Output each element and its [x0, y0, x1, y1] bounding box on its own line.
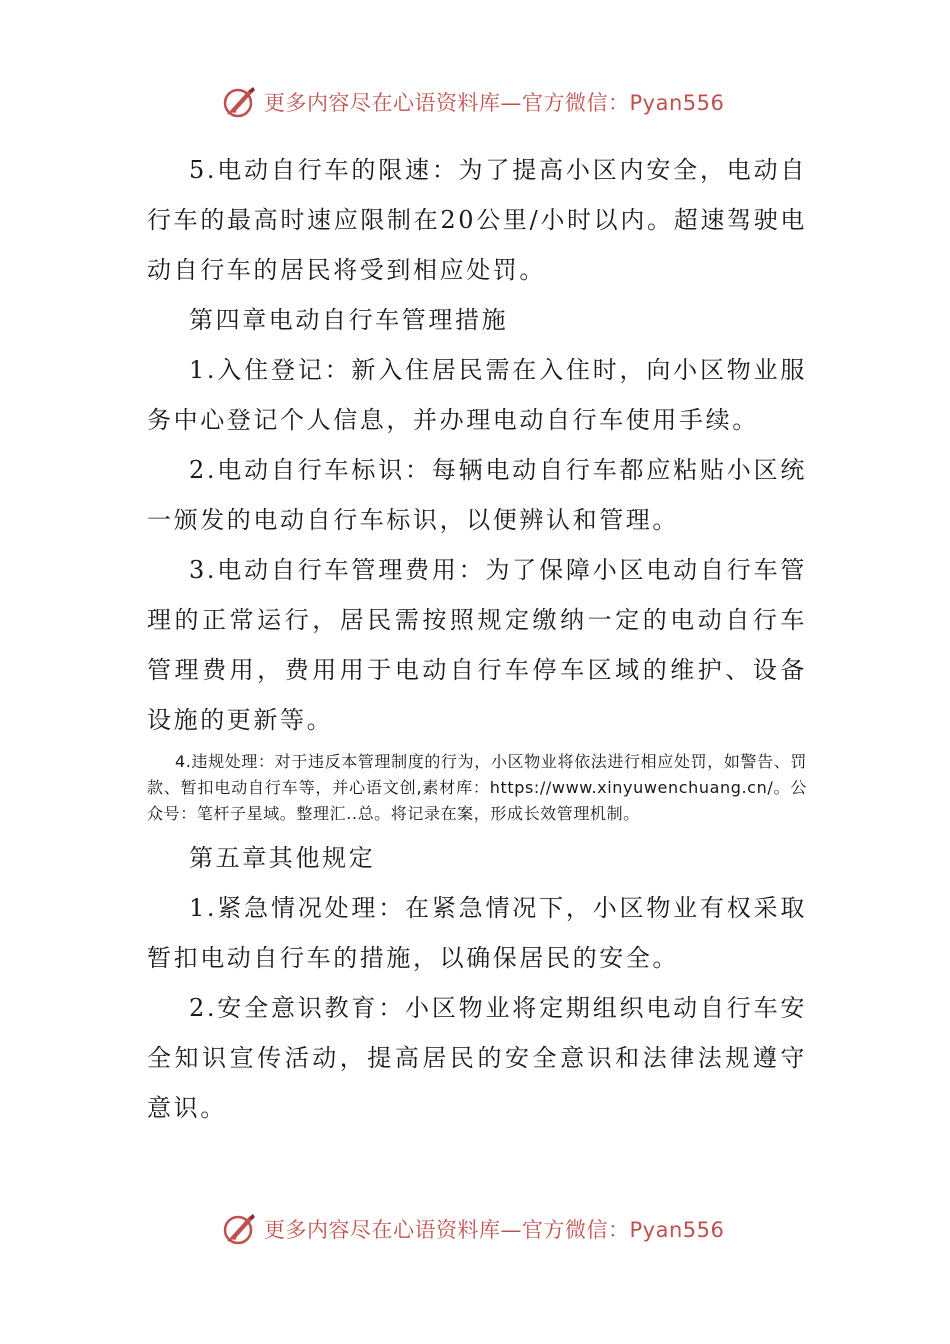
footer-banner-text: 更多内容尽在心语资料库—官方微信：Pyan556: [264, 1218, 725, 1242]
paragraph-emergency: 1.紧急情况处理：在紧急情况下，小区物业有权采取暂扣电动自行车的措施，以确保居民的安全。: [147, 894, 807, 972]
header-banner: [222, 82, 742, 122]
footer-banner: [222, 1209, 742, 1249]
paragraph-registration: 1.入住登记：新入住居民需在入住时，向小区物业服务中心登记个人信息，并办理电动自行车使用手续。: [147, 356, 807, 434]
header-banner-text: 更多内容尽在心语资料库—官方微信：Pyan556: [264, 91, 725, 115]
paragraph-management-fee: 3.电动自行车管理费用：为了保障小区电动自行车管理的正常运行，居民需按照规定缴纳一定的电动自行车管理费用，费用用于电动自行车停车区域的维护、设备设施的更新等。: [147, 556, 807, 734]
paragraph-identification: 2.电动自行车标识：每辆电动自行车都应粘贴小区统一颁发的电动自行车标识，以便辨认和管理。: [147, 456, 807, 534]
chapter-4-heading: 第四章电动自行车管理措施: [189, 306, 509, 334]
chapter-5-heading: 第五章其他规定: [189, 844, 376, 872]
paragraph-safety-education: 2.安全意识教育：小区物业将定期组织电动自行车安全知识宣传活动，提高居民的安全意识和法律法规遵守意识。: [147, 994, 807, 1122]
paragraph-speed-limit: 5.电动自行车的限速：为了提高小区内安全，电动自行车的最高时速应限制在20公里/小时以内。超速驾驶电动自行车的居民将受到相应处罚。: [147, 156, 807, 284]
paragraph-violation-handling: 4.违规处理：对于违反本管理制度的行为，小区物业将依法进行相应处罚，如警告、罚款、暂扣电动自行车等，并心语文创,素材库：https://www.xinyuwenchuang.cn/。公众号：笔杆子星域。整理汇..总。将记录在案，形成长效管理机制。: [147, 752, 807, 823]
document-body: [147, 145, 807, 1133]
pen-logo-icon: [222, 1211, 258, 1247]
pen-logo-icon: [222, 84, 258, 120]
